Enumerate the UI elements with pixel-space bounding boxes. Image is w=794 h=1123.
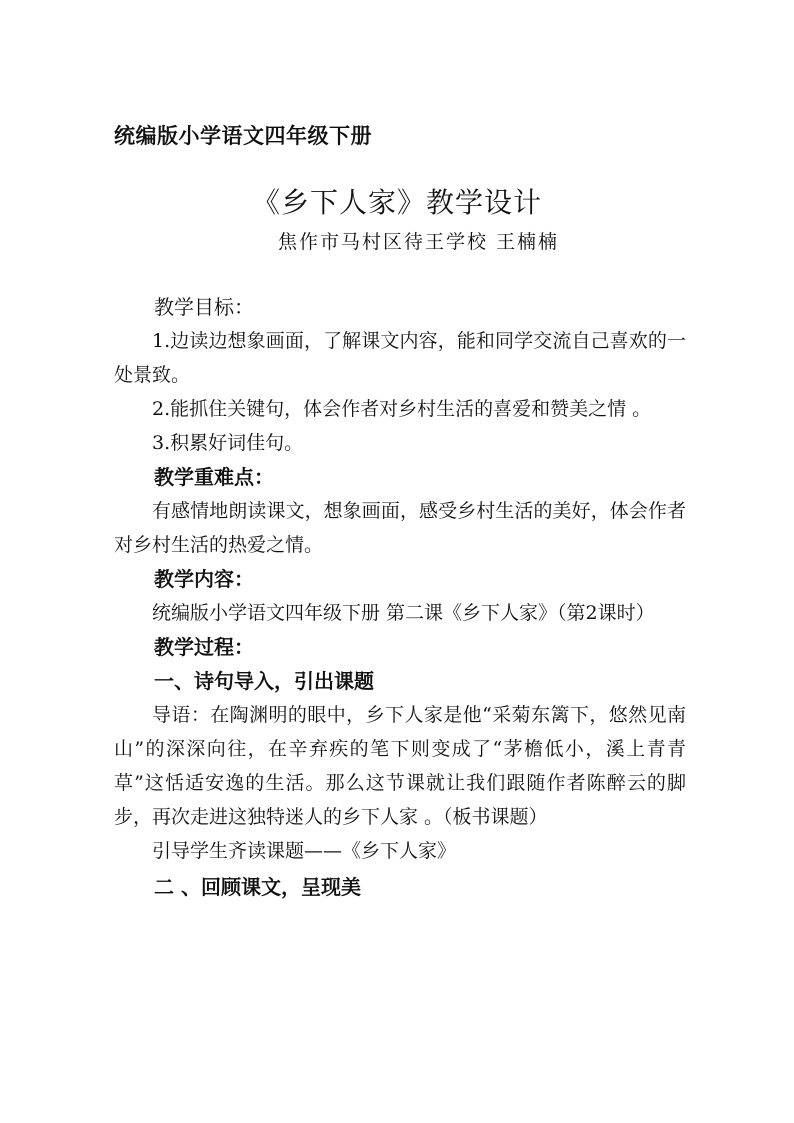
- step1-heading: 一、诗句导入，引出课题: [154, 669, 374, 693]
- content-text: 统编版小学语文四年级下册 第二课《乡下人家》（第2课时）: [152, 602, 655, 624]
- step1-guide: 引导学生齐读课题——《乡下人家》: [152, 840, 457, 862]
- content-heading: 教学内容：: [154, 567, 254, 591]
- document-title: 《乡下人家》教学设计: [251, 186, 542, 219]
- objectives-heading: 教学目标：: [154, 295, 254, 319]
- series-header: 统编版小学语文四年级下册: [114, 124, 372, 148]
- objective-item-3: 3.积累好词佳句。: [152, 432, 304, 454]
- objective-item-1: 1.边读边想象画面，了解课文内容，能和同学交流自己喜欢的一处景致。: [114, 330, 686, 386]
- document-body: [114, 290, 686, 904]
- step1-intro: 导语：在陶渊明的眼中，乡下人家是他“采菊东篱下，悠然见南山”的深深向往，在辛弃疾的笔下则变成了“茅檐低小，溪上青青草”这恬适安逸的生活。那么这节课就让我们跟随作者陈醉云的脚步，再次走进这独特迷人的乡下人家 。（板书课题）: [114, 704, 686, 828]
- key-points-text: 有感情地朗读课文，想象画面，感受乡村生活的美好，体会作者对乡村生活的热爱之情。: [114, 500, 686, 556]
- step2-heading: 二 、回顾课文，呈现美: [154, 875, 361, 899]
- author-line: 焦作市马村区待王学校 王楠楠: [278, 231, 560, 253]
- objective-item-2: 2.能抓住关键句，体会作者对乡村生活的喜爱和赞美之情 。: [152, 398, 652, 420]
- key-points-heading: 教学重难点：: [154, 465, 274, 489]
- process-heading: 教学过程：: [154, 635, 254, 659]
